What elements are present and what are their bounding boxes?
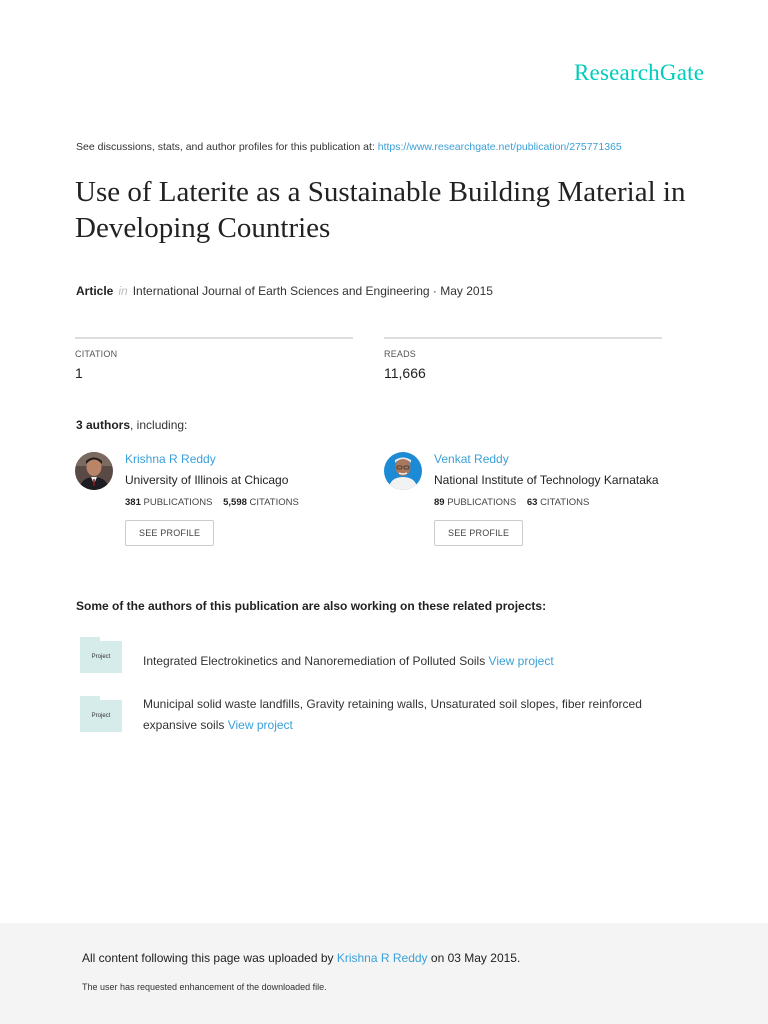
authors-heading (76, 418, 187, 432)
project-folder-icon[interactable] (80, 696, 122, 732)
reads-stat (384, 337, 662, 381)
folder-label: Project (91, 654, 111, 660)
avatar-icon[interactable] (384, 452, 422, 490)
author-name-link[interactable]: Krishna R Reddy (125, 452, 216, 466)
folder-label: Project (91, 713, 111, 719)
project-description (143, 694, 663, 736)
author-institution: National Institute of Technology Karnataka (434, 473, 659, 487)
view-project-link[interactable]: View project (227, 718, 293, 732)
author-publications-label: PUBLICATIONS (447, 497, 517, 508)
authors-suffix: , including: (130, 418, 188, 432)
reads-value: 11,666 (384, 365, 426, 381)
project-text: Municipal solid waste landfills, Gravity retaining walls, Unsaturated soil slopes, fiber reinforced expansive soils (143, 697, 642, 732)
project-folder-icon[interactable] (80, 637, 122, 673)
author-name-link[interactable]: Venkat Reddy (434, 452, 509, 466)
author-stats (125, 497, 385, 508)
publication-venue: International Journal of Earth Sciences and Engineering · May 2015 (132, 284, 493, 298)
avatar-icon[interactable] (75, 452, 113, 490)
author-citations-label: CITATIONS (249, 497, 299, 508)
in-word: in (118, 284, 128, 298)
see-profile-button[interactable]: SEE PROFILE (434, 520, 523, 546)
authors-count: 3 authors (76, 418, 131, 432)
publication-url-link[interactable]: https://www.researchgate.net/publication/275771365 (377, 141, 622, 153)
author-publications-count: 381 (125, 497, 141, 508)
author-institution: University of Illinois at Chicago (125, 473, 289, 487)
intro-line (76, 141, 622, 153)
upload-notice (82, 951, 520, 965)
projects-heading: Some of the authors of this publication are also working on these related projects: (76, 599, 547, 613)
upload-suffix: on 03 May 2015. (427, 951, 521, 965)
author-stats (434, 497, 694, 508)
author-citations-count: 63 (526, 497, 538, 508)
researchgate-logo[interactable]: ResearchGate (574, 60, 705, 85)
citation-stat (75, 337, 353, 381)
publication-title: Use of Laterite as a Sustainable Building Material in Developing Countries (75, 176, 686, 244)
project-description (143, 651, 663, 672)
footer (0, 923, 768, 1024)
publication-type: Article (76, 284, 114, 298)
project-text: Integrated Electrokinetics and Nanoremediation of Polluted Soils (143, 654, 489, 668)
uploader-link[interactable]: Krishna R Reddy (336, 951, 428, 965)
reads-label: READS (384, 349, 417, 359)
publication-meta (76, 284, 493, 298)
author-publications-label: PUBLICATIONS (143, 497, 213, 508)
author-citations-count: 5,598 (223, 497, 247, 508)
intro-text: See discussions, stats, and author profiles for this publication at: (76, 141, 378, 153)
request-notice: The user has requested enhancement of the downloaded file. (82, 982, 327, 992)
view-project-link[interactable]: View project (488, 654, 554, 668)
citation-label: CITATION (75, 349, 118, 359)
author-citations-label: CITATIONS (540, 497, 590, 508)
see-profile-button[interactable]: SEE PROFILE (125, 520, 214, 546)
author-publications-count: 89 (434, 497, 445, 508)
citation-value: 1 (75, 365, 83, 381)
upload-prefix: All content following this page was uploaded by (82, 951, 337, 965)
